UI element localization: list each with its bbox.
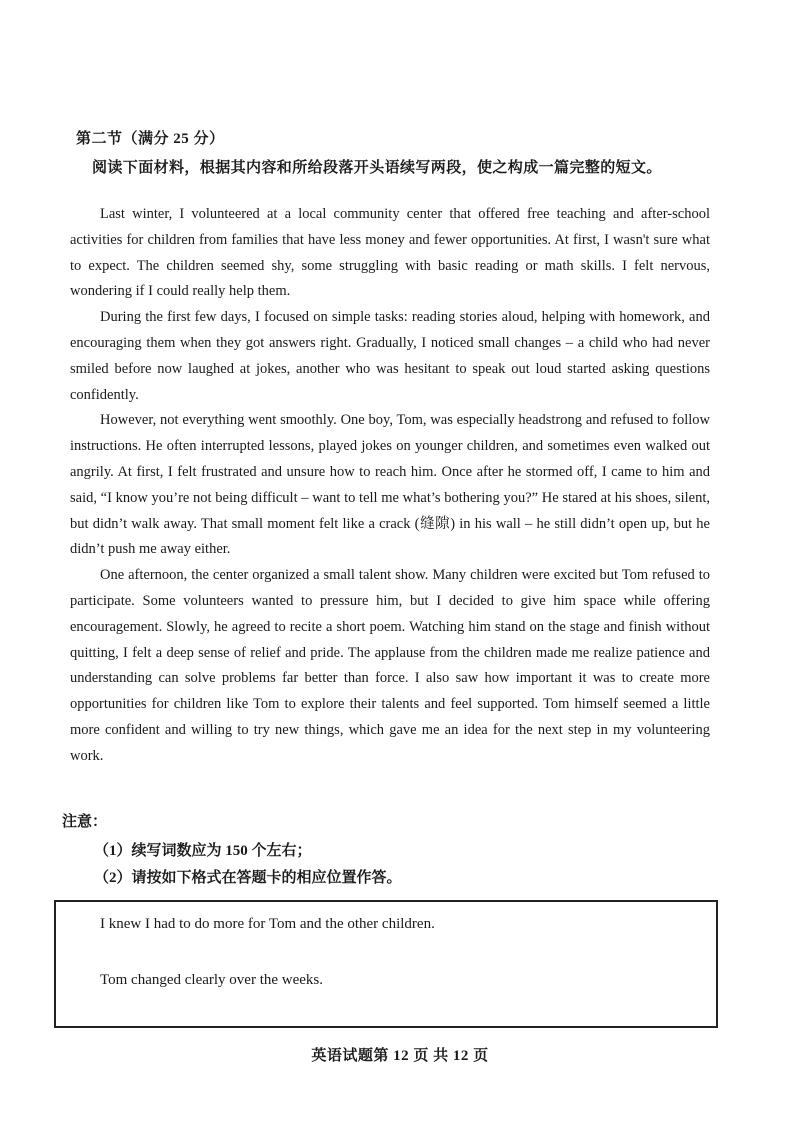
passage-paragraph: During the first few days, I focused on simple tasks: reading stories aloud, helping with homework, and encouraging them when they got answers right. Gradually, I noticed small changes – a child who had never smiled before now laughed at jokes, another who was hesitant to speak out loud started asking questions confidently. <box>70 309 710 403</box>
note-item: （1）续写词数应为 150 个左右； <box>94 843 312 859</box>
reading-passage <box>70 202 710 770</box>
section-instruction: 阅读下面材料，根据其内容和所给段落开头语续写两段，使之构成一篇完整的短文。 <box>92 160 662 176</box>
notes-title: 注意： <box>62 814 108 830</box>
passage-paragraph: However, not everything went smoothly. One boy, Tom, was especially headstrong and refused to follow instructions. He often interrupted lessons, played jokes on younger children, and sometimes even walked out angrily. At first, I felt frustrated and unsure how to reach him. Once after he stormed off, I came to him and said, “I know you’re not being difficult – want to tell me what’s bothering you?” He stared at his shoes, silent, but didn’t walk away. That small moment felt like a crack (缝隙) in his wall – he still didn’t open up, but he didn’t push me away either. <box>70 412 710 558</box>
paragraph-opener-1: I knew I had to do more for Tom and the other children. <box>100 916 435 932</box>
passage-paragraph: One afternoon, the center organized a small talent show. Many children were excited but Tom refused to participate. Some volunteers wanted to pressure him, but I decided to give him space while offering encouragement. Slowly, he agreed to recite a short poem. Watching him stand on the stage and finish without quitting, I felt a deep sense of relief and pride. The applause from the children made me realize patience and understanding can solve problems far better than force. I also saw how important it was to create more opportunities for children like Tom to explore their talents and feel supported. Tom himself seemed a little more confident and willing to try new things, which gave me an idea for the next step in my volunteering work. <box>70 567 710 764</box>
answer-format-box <box>54 900 718 1028</box>
paragraph-opener-2: Tom changed clearly over the weeks. <box>100 972 324 988</box>
page-footer: 英语试题第 12 页 共 12 页 <box>311 1048 489 1064</box>
notes-list <box>94 838 402 892</box>
section-title: 第二节（满分 25 分） <box>76 131 225 147</box>
note-item: （2）请按如下格式在答题卡的相应位置作答。 <box>94 870 402 886</box>
passage-paragraph: Last winter, I volunteered at a local community center that offered free teaching and after-school activities for children from families that have less money and fewer opportunities. At first, I wasn't sure what to expect. The children seemed shy, some struggling with basic reading or math skills. I felt nervous, wondering if I could really help them. <box>70 206 710 300</box>
